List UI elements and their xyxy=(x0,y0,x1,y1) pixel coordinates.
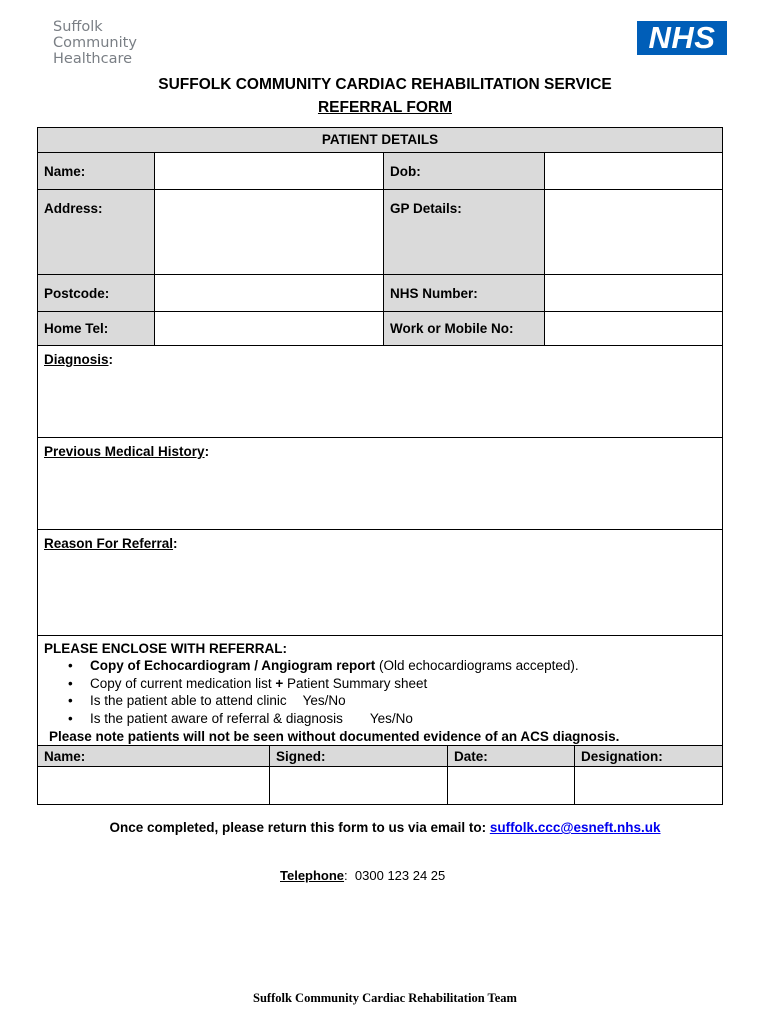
acs-diagnosis-note: Please note patients will not be seen without documented evidence of an ACS diagnosis. xyxy=(49,729,620,744)
gp-details-label: GP Details: xyxy=(390,201,462,216)
designation-label: Designation: xyxy=(581,749,663,764)
bullet-icon: • xyxy=(68,676,73,691)
postcode-field[interactable] xyxy=(154,274,384,312)
medical-history-label: Previous Medical History: xyxy=(44,444,210,459)
date-label-cell xyxy=(447,745,575,767)
attend-clinic-yes-no[interactable]: Yes/No xyxy=(302,693,346,708)
enclose-item-echocardiogram: • Copy of Echocardiogram / Angiogram report (Old echocardiograms accepted). xyxy=(68,658,579,673)
signoff-name-label-cell xyxy=(37,745,270,767)
telephone-number: 0300 123 24 25 xyxy=(354,868,446,883)
diagnosis-label: Diagnosis: xyxy=(44,352,114,367)
gp-label-cell xyxy=(383,189,545,275)
bullet-icon: • xyxy=(68,693,73,708)
nhs-number-field[interactable] xyxy=(544,274,723,312)
dob-field[interactable] xyxy=(544,152,723,190)
team-name: Suffolk Community Cardiac Rehabilitation Team xyxy=(253,991,517,1005)
email-link[interactable]: suffolk.ccc@esneft.nhs.uk xyxy=(489,820,661,835)
signed-field[interactable] xyxy=(269,766,448,805)
return-instructions: Once completed, please return this form to us via email to: suffolk.ccc@esneft.nhs.uk xyxy=(109,820,661,835)
enclose-item-attend-clinic: • Is the patient able to attend clinic Yes/No xyxy=(68,693,346,708)
form-subtitle: REFERRAL FORM xyxy=(317,99,453,116)
bullet-icon: • xyxy=(68,658,73,673)
referral-form xyxy=(37,127,723,805)
name-field[interactable] xyxy=(154,152,384,190)
signoff-name-field[interactable] xyxy=(37,766,270,805)
signoff-name-label: Name: xyxy=(44,749,86,764)
work-mobile-label-cell xyxy=(383,311,545,346)
home-tel-label-cell xyxy=(37,311,155,346)
aware-referral-yes-no[interactable]: Yes/No xyxy=(369,711,413,726)
date-label: Date: xyxy=(454,749,488,764)
home-tel-label: Home Tel: xyxy=(44,321,109,336)
telephone-line: Telephone: 0300 123 24 25 xyxy=(280,868,446,883)
logo-line-2: Community xyxy=(53,35,137,51)
enclose-item-aware-of-referral: • Is the patient aware of referral & diagnosis Yes/No xyxy=(68,711,413,726)
nhs-logo: NHS xyxy=(637,21,727,55)
home-tel-field[interactable] xyxy=(154,311,384,346)
postcode-label-cell xyxy=(37,274,155,312)
telephone-label: Telephone xyxy=(280,868,345,883)
patient-details-heading: PATIENT DETAILS xyxy=(321,132,439,147)
signed-label: Signed: xyxy=(276,749,326,764)
patient-details-header xyxy=(37,127,723,153)
address-label: Address: xyxy=(44,201,103,216)
work-mobile-label: Work or Mobile No: xyxy=(390,321,514,336)
gp-details-field[interactable] xyxy=(544,189,723,275)
signed-label-cell xyxy=(269,745,448,767)
reason-for-referral-field[interactable] xyxy=(37,529,723,636)
dob-label-cell xyxy=(383,152,545,190)
enclose-item-medication: • Copy of current medication list + Patient Summary sheet xyxy=(68,676,428,691)
logo-line-1: Suffolk xyxy=(53,19,103,35)
logo-line-3: Healthcare xyxy=(53,51,133,67)
date-field[interactable] xyxy=(447,766,575,805)
designation-label-cell xyxy=(574,745,723,767)
name-label-cell xyxy=(37,152,155,190)
nhs-number-label-cell xyxy=(383,274,545,312)
dob-label: Dob: xyxy=(390,164,421,179)
medical-history-field[interactable] xyxy=(37,437,723,530)
bullet-icon: • xyxy=(68,711,73,726)
work-mobile-field[interactable] xyxy=(544,311,723,346)
name-label: Name: xyxy=(44,164,86,179)
form-title: SUFFOLK COMMUNITY CARDIAC REHABILITATION SERVICE xyxy=(158,76,612,93)
reason-for-referral-label: Reason For Referral: xyxy=(44,536,178,551)
nhs-number-label: NHS Number: xyxy=(390,286,478,301)
designation-field[interactable] xyxy=(574,766,723,805)
enclose-instructions xyxy=(37,635,723,746)
address-field[interactable] xyxy=(154,189,384,275)
address-label-cell xyxy=(37,189,155,275)
suffolk-community-healthcare-logo xyxy=(53,19,137,67)
diagnosis-field[interactable] xyxy=(37,345,723,438)
postcode-label: Postcode: xyxy=(44,286,110,301)
enclose-heading: PLEASE ENCLOSE WITH REFERRAL: xyxy=(44,641,288,656)
